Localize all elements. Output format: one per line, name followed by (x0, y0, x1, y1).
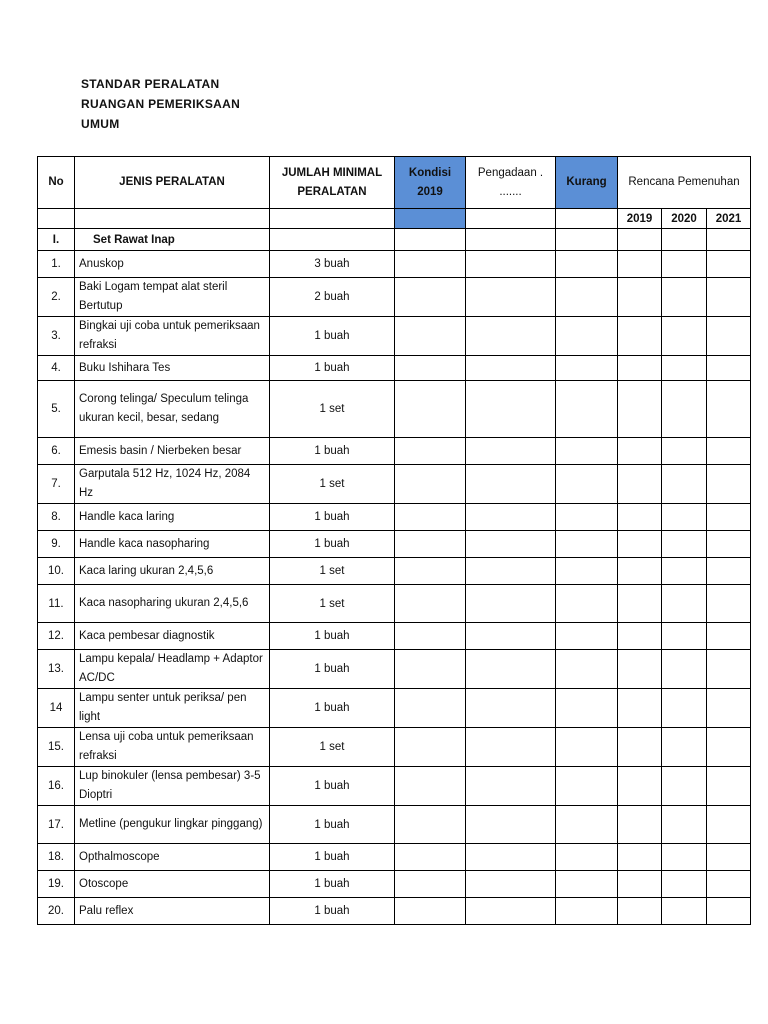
empty-cell (395, 229, 466, 251)
empty-cell (395, 356, 466, 381)
equipment-quantity: 1 buah (270, 767, 395, 806)
empty-cell (707, 531, 751, 558)
empty-cell (556, 585, 618, 623)
empty-cell (707, 623, 751, 650)
empty-cell (707, 465, 751, 504)
table-row (38, 585, 751, 623)
equipment-name: Lampu senter untuk periksa/ pen light (75, 689, 270, 728)
empty-cell (707, 558, 751, 585)
equipment-name: Otoscope (75, 871, 270, 898)
empty-cell (395, 504, 466, 531)
empty-cell (395, 317, 466, 356)
empty-cell (395, 767, 466, 806)
empty-cell (395, 844, 466, 871)
empty-cell (707, 650, 751, 689)
empty-cell (662, 650, 707, 689)
empty-cell (395, 381, 466, 438)
empty-cell (38, 209, 75, 229)
empty-cell (707, 844, 751, 871)
equipment-quantity: 1 set (270, 728, 395, 767)
equipment-table (37, 156, 751, 925)
table-row (38, 871, 751, 898)
empty-cell (556, 558, 618, 585)
table-row (38, 623, 751, 650)
empty-cell (662, 356, 707, 381)
empty-cell (662, 229, 707, 251)
equipment-name: Lensa uji coba untuk pemeriksaan refraksi (75, 728, 270, 767)
row-number: 20. (38, 898, 75, 925)
empty-cell (662, 558, 707, 585)
empty-cell (466, 585, 556, 623)
empty-cell (618, 465, 662, 504)
equipment-name: Baki Logam tempat alat steril Bertutup (75, 278, 270, 317)
empty-cell (466, 871, 556, 898)
empty-cell (618, 438, 662, 465)
empty-cell (556, 381, 618, 438)
empty-cell (466, 531, 556, 558)
equipment-name: Kaca nasopharing ukuran 2,4,5,6 (75, 585, 270, 623)
empty-cell (556, 317, 618, 356)
empty-cell (556, 898, 618, 925)
empty-cell (466, 806, 556, 844)
empty-cell (707, 871, 751, 898)
header-row (38, 157, 751, 209)
equipment-quantity: 1 buah (270, 871, 395, 898)
empty-cell (556, 689, 618, 728)
empty-cell (707, 356, 751, 381)
equipment-name: Bingkai uji coba untuk pemeriksaan refraksi (75, 317, 270, 356)
equipment-quantity: 1 buah (270, 689, 395, 728)
empty-cell (662, 438, 707, 465)
empty-cell (662, 278, 707, 317)
empty-cell (707, 504, 751, 531)
row-number: 13. (38, 650, 75, 689)
equipment-name: Handle kaca laring (75, 504, 270, 531)
header-no: No (38, 157, 75, 209)
year-2020: 2020 (662, 209, 707, 229)
empty-cell (662, 623, 707, 650)
empty-cell (466, 728, 556, 767)
empty-cell (395, 871, 466, 898)
empty-cell (618, 728, 662, 767)
equipment-quantity: 1 set (270, 381, 395, 438)
empty-cell (618, 229, 662, 251)
empty-cell (707, 806, 751, 844)
table-row (38, 650, 751, 689)
empty-cell (556, 229, 618, 251)
empty-cell (662, 531, 707, 558)
empty-cell (707, 438, 751, 465)
empty-cell (395, 689, 466, 728)
empty-cell (466, 623, 556, 650)
row-number: 6. (38, 438, 75, 465)
table-row (38, 689, 751, 728)
table-row (38, 531, 751, 558)
empty-cell (618, 558, 662, 585)
table-row (38, 251, 751, 278)
title-line-3: UMUM (81, 117, 120, 131)
empty-cell (395, 465, 466, 504)
empty-cell (707, 898, 751, 925)
empty-cell (662, 871, 707, 898)
header-jumlah-minimal: JUMLAH MINIMAL PERALATAN (270, 157, 395, 209)
section-no: I. (38, 229, 75, 251)
equipment-quantity: 1 buah (270, 438, 395, 465)
equipment-name: Handle kaca nasopharing (75, 531, 270, 558)
equipment-name: Garputala 512 Hz, 1024 Hz, 2084 Hz (75, 465, 270, 504)
equipment-name: Palu reflex (75, 898, 270, 925)
row-number: 9. (38, 531, 75, 558)
equipment-name: Opthalmoscope (75, 844, 270, 871)
empty-cell (466, 381, 556, 438)
table-row (38, 278, 751, 317)
row-number: 5. (38, 381, 75, 438)
empty-cell (466, 278, 556, 317)
equipment-name: Anuskop (75, 251, 270, 278)
table-row (38, 558, 751, 585)
row-number: 3. (38, 317, 75, 356)
empty-cell (707, 381, 751, 438)
empty-cell (395, 278, 466, 317)
row-number: 15. (38, 728, 75, 767)
empty-cell (707, 278, 751, 317)
header-jenis-peralatan: JENIS PERALATAN (75, 157, 270, 209)
equipment-quantity: 1 set (270, 585, 395, 623)
empty-cell (556, 767, 618, 806)
empty-cell (618, 623, 662, 650)
equipment-name: Lup binokuler (lensa pembesar) 3-5 Dioptri (75, 767, 270, 806)
empty-cell (395, 728, 466, 767)
empty-cell (466, 767, 556, 806)
empty-cell (395, 438, 466, 465)
empty-cell (466, 317, 556, 356)
header-rencana-pemenuhan: Rencana Pemenuhan (618, 157, 751, 209)
empty-cell (395, 209, 466, 229)
empty-cell (466, 438, 556, 465)
row-number: 4. (38, 356, 75, 381)
equipment-quantity: 1 buah (270, 531, 395, 558)
empty-cell (556, 356, 618, 381)
empty-cell (395, 531, 466, 558)
table-row (38, 465, 751, 504)
empty-cell (618, 317, 662, 356)
section-row (38, 229, 751, 251)
row-number: 14 (38, 689, 75, 728)
row-number: 12. (38, 623, 75, 650)
empty-cell (556, 871, 618, 898)
equipment-quantity: 1 buah (270, 898, 395, 925)
row-number: 2. (38, 278, 75, 317)
empty-cell (662, 767, 707, 806)
empty-cell (618, 689, 662, 728)
empty-cell (466, 898, 556, 925)
table-row (38, 767, 751, 806)
empty-cell (662, 689, 707, 728)
equipment-name: Metline (pengukur lingkar pinggang) (75, 806, 270, 844)
empty-cell (707, 317, 751, 356)
empty-cell (662, 728, 707, 767)
empty-cell (466, 504, 556, 531)
table-row (38, 356, 751, 381)
empty-cell (707, 251, 751, 278)
equipment-quantity: 1 set (270, 465, 395, 504)
empty-cell (466, 650, 556, 689)
empty-cell (618, 844, 662, 871)
empty-cell (556, 844, 618, 871)
title-line-2: RUANGAN PEMERIKSAAN (81, 97, 241, 111)
empty-cell (618, 898, 662, 925)
empty-cell (662, 806, 707, 844)
empty-cell (556, 438, 618, 465)
row-number: 1. (38, 251, 75, 278)
empty-cell (270, 209, 395, 229)
empty-cell (662, 844, 707, 871)
empty-cell (556, 465, 618, 504)
table-row (38, 728, 751, 767)
table-row (38, 381, 751, 438)
equipment-quantity: 1 buah (270, 806, 395, 844)
empty-cell (395, 558, 466, 585)
empty-cell (466, 465, 556, 504)
table-row (38, 898, 751, 925)
empty-cell (466, 209, 556, 229)
empty-cell (466, 558, 556, 585)
empty-cell (707, 767, 751, 806)
empty-cell (618, 278, 662, 317)
empty-cell (707, 585, 751, 623)
empty-cell (556, 278, 618, 317)
equipment-quantity: 1 set (270, 558, 395, 585)
empty-cell (618, 585, 662, 623)
empty-cell (395, 650, 466, 689)
equipment-quantity: 1 buah (270, 623, 395, 650)
row-number: 17. (38, 806, 75, 844)
year-2019: 2019 (618, 209, 662, 229)
header-pengadaan: Pengadaan . ....... (466, 157, 556, 209)
equipment-quantity: 1 buah (270, 317, 395, 356)
empty-cell (466, 689, 556, 728)
empty-cell (556, 251, 618, 278)
section-name: Set Rawat Inap (75, 229, 270, 251)
empty-cell (662, 381, 707, 438)
row-number: 11. (38, 585, 75, 623)
empty-cell (662, 585, 707, 623)
equipment-quantity: 1 buah (270, 844, 395, 871)
empty-cell (466, 229, 556, 251)
table-row (38, 438, 751, 465)
equipment-quantity: 1 buah (270, 650, 395, 689)
empty-cell (618, 531, 662, 558)
empty-cell (662, 251, 707, 278)
empty-cell (707, 229, 751, 251)
empty-cell (662, 317, 707, 356)
document-title (81, 74, 240, 134)
empty-cell (395, 251, 466, 278)
empty-cell (556, 728, 618, 767)
empty-cell (662, 504, 707, 531)
year-2021: 2021 (707, 209, 751, 229)
equipment-quantity: 2 buah (270, 278, 395, 317)
equipment-name: Lampu kepala/ Headlamp + Adaptor AC/DC (75, 650, 270, 689)
empty-cell (618, 806, 662, 844)
empty-cell (618, 381, 662, 438)
equipment-name: Emesis basin / Nierbeken besar (75, 438, 270, 465)
empty-cell (556, 504, 618, 531)
empty-cell (618, 504, 662, 531)
empty-cell (556, 806, 618, 844)
equipment-quantity: 1 buah (270, 504, 395, 531)
empty-cell (556, 650, 618, 689)
header-kondisi: Kondisi 2019 (395, 157, 466, 209)
empty-cell (556, 531, 618, 558)
empty-cell (618, 767, 662, 806)
empty-cell (270, 229, 395, 251)
equipment-name: Kaca pembesar diagnostik (75, 623, 270, 650)
header-kurang: Kurang (556, 157, 618, 209)
empty-cell (707, 728, 751, 767)
empty-cell (395, 806, 466, 844)
empty-cell (618, 871, 662, 898)
empty-cell (75, 209, 270, 229)
year-row (38, 209, 751, 229)
empty-cell (556, 623, 618, 650)
empty-cell (395, 585, 466, 623)
empty-cell (618, 650, 662, 689)
row-number: 16. (38, 767, 75, 806)
table-row (38, 317, 751, 356)
empty-cell (707, 689, 751, 728)
table-row (38, 504, 751, 531)
equipment-name: Buku Ishihara Tes (75, 356, 270, 381)
title-line-1: STANDAR PERALATAN (81, 77, 220, 91)
empty-cell (556, 209, 618, 229)
equipment-quantity: 1 buah (270, 356, 395, 381)
row-number: 10. (38, 558, 75, 585)
row-number: 18. (38, 844, 75, 871)
empty-cell (662, 465, 707, 504)
equipment-name: Corong telinga/ Speculum telinga ukuran kecil, besar, sedang (75, 381, 270, 438)
row-number: 7. (38, 465, 75, 504)
row-number: 19. (38, 871, 75, 898)
empty-cell (662, 898, 707, 925)
empty-cell (395, 898, 466, 925)
empty-cell (466, 844, 556, 871)
empty-cell (466, 251, 556, 278)
empty-cell (618, 356, 662, 381)
table-row (38, 806, 751, 844)
equipment-name: Kaca laring ukuran 2,4,5,6 (75, 558, 270, 585)
equipment-quantity: 3 buah (270, 251, 395, 278)
empty-cell (466, 356, 556, 381)
table-row (38, 844, 751, 871)
empty-cell (618, 251, 662, 278)
row-number: 8. (38, 504, 75, 531)
empty-cell (395, 623, 466, 650)
